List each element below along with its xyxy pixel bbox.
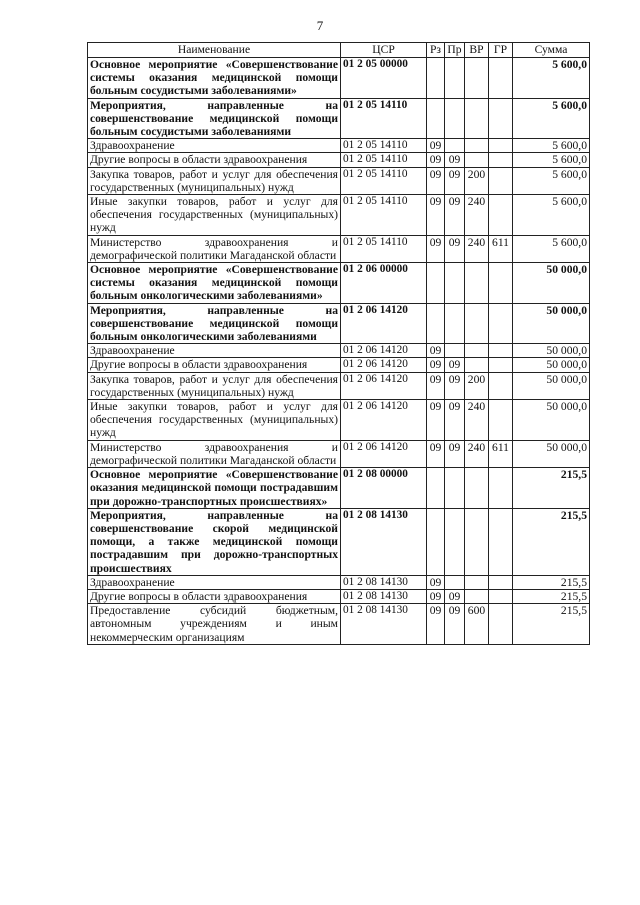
table-row — [88, 98, 590, 139]
table-row — [88, 575, 590, 589]
page-number: 7 — [316, 18, 324, 33]
cell-vr — [465, 153, 489, 167]
cell-pr: 09 — [445, 153, 465, 167]
table-body — [88, 58, 590, 645]
cell-pr — [445, 98, 465, 139]
cell-sum: 50 000,0 — [513, 263, 590, 304]
cell-sum: 5 600,0 — [513, 235, 590, 262]
cell-sum: 215,5 — [513, 575, 590, 589]
cell-csr: 01 2 06 14120 — [341, 440, 427, 467]
cell-rz: 09 — [427, 440, 445, 467]
cell-vr — [465, 589, 489, 603]
cell-vr: 600 — [465, 604, 489, 645]
table-row — [88, 589, 590, 603]
cell-rz — [427, 468, 445, 509]
cell-vr — [465, 139, 489, 153]
cell-vr — [465, 468, 489, 509]
header-name: Наименование — [88, 43, 341, 58]
cell-csr: 01 2 05 14110 — [341, 195, 427, 236]
cell-csr: 01 2 06 14120 — [341, 303, 427, 344]
cell-rz: 09 — [427, 235, 445, 262]
table-row — [88, 195, 590, 236]
cell-csr: 01 2 05 14110 — [341, 167, 427, 194]
cell-csr: 01 2 05 00000 — [341, 58, 427, 99]
cell-pr: 09 — [445, 358, 465, 372]
cell-csr: 01 2 05 14110 — [341, 98, 427, 139]
cell-gr — [489, 263, 513, 304]
cell-rz: 09 — [427, 400, 445, 441]
table-row — [88, 468, 590, 509]
table-row — [88, 604, 590, 645]
cell-name: Основное мероприятие «Совершенствование оказания медицинской помощи пострадавшим при дорожно-транспортных происшествиях» — [88, 468, 341, 509]
cell-sum: 5 600,0 — [513, 167, 590, 194]
cell-pr: 09 — [445, 235, 465, 262]
table-row — [88, 167, 590, 194]
cell-vr: 200 — [465, 167, 489, 194]
cell-sum: 215,5 — [513, 589, 590, 603]
cell-rz — [427, 508, 445, 575]
cell-pr — [445, 468, 465, 509]
table-row — [88, 153, 590, 167]
table-row — [88, 303, 590, 344]
cell-name: Министерство здравоохранения и демографической политики Магаданской области — [88, 440, 341, 467]
table-header-row — [88, 43, 590, 58]
cell-vr — [465, 508, 489, 575]
cell-vr: 200 — [465, 372, 489, 399]
cell-csr: 01 2 06 14120 — [341, 344, 427, 358]
cell-rz: 09 — [427, 153, 445, 167]
cell-sum: 5 600,0 — [513, 58, 590, 99]
cell-vr: 240 — [465, 195, 489, 236]
cell-pr: 09 — [445, 372, 465, 399]
cell-name: Мероприятия, направленные на совершенствование скорой медицинской помощи, а также медицинской помощи пострадавшим при дорожно-транспортных происшествиях — [88, 508, 341, 575]
cell-csr: 01 2 06 00000 — [341, 263, 427, 304]
cell-sum: 50 000,0 — [513, 358, 590, 372]
cell-pr — [445, 575, 465, 589]
cell-vr — [465, 344, 489, 358]
budget-table — [87, 42, 590, 645]
cell-gr — [489, 604, 513, 645]
cell-gr — [489, 139, 513, 153]
cell-csr: 01 2 06 14120 — [341, 372, 427, 399]
cell-pr — [445, 303, 465, 344]
cell-pr: 09 — [445, 440, 465, 467]
cell-vr: 240 — [465, 235, 489, 262]
table-row — [88, 58, 590, 99]
cell-gr — [489, 98, 513, 139]
cell-rz: 09 — [427, 372, 445, 399]
cell-name: Иные закупки товаров, работ и услуг для обеспечения государственных (муниципальных) нужд — [88, 400, 341, 441]
cell-sum: 50 000,0 — [513, 372, 590, 399]
cell-gr — [489, 195, 513, 236]
cell-vr — [465, 575, 489, 589]
table-row — [88, 358, 590, 372]
cell-pr: 09 — [445, 604, 465, 645]
cell-name: Основное мероприятие «Совершенствование системы оказания медицинской помощи больным сосудистыми заболеваниями» — [88, 58, 341, 99]
cell-sum: 5 600,0 — [513, 98, 590, 139]
header-rz: Рз — [427, 43, 445, 58]
header-sum: Сумма — [513, 43, 590, 58]
cell-vr — [465, 98, 489, 139]
cell-name: Основное мероприятие «Совершенствование системы оказания медицинской помощи больным онкологическими заболеваниями» — [88, 263, 341, 304]
cell-vr — [465, 58, 489, 99]
cell-csr: 01 2 08 14130 — [341, 604, 427, 645]
cell-csr: 01 2 05 14110 — [341, 139, 427, 153]
cell-rz — [427, 98, 445, 139]
cell-vr: 240 — [465, 400, 489, 441]
cell-gr: 611 — [489, 440, 513, 467]
table-row — [88, 344, 590, 358]
cell-name: Предоставление субсидий бюджетным, автономным учреждениям и иным некоммерческим организациям — [88, 604, 341, 645]
cell-csr: 01 2 06 14120 — [341, 400, 427, 441]
cell-rz — [427, 58, 445, 99]
cell-sum: 5 600,0 — [513, 195, 590, 236]
cell-pr: 09 — [445, 195, 465, 236]
cell-gr — [489, 358, 513, 372]
cell-rz: 09 — [427, 589, 445, 603]
cell-name: Другие вопросы в области здравоохранения — [88, 358, 341, 372]
cell-rz: 09 — [427, 575, 445, 589]
cell-name: Другие вопросы в области здравоохранения — [88, 589, 341, 603]
table-row — [88, 263, 590, 304]
cell-sum: 215,5 — [513, 468, 590, 509]
cell-pr — [445, 344, 465, 358]
cell-csr: 01 2 08 14130 — [341, 508, 427, 575]
header-gr: ГР — [489, 43, 513, 58]
cell-pr — [445, 263, 465, 304]
cell-name: Мероприятия, направленные на совершенствование медицинской помощи больным онкологическими заболеваниями — [88, 303, 341, 344]
cell-csr: 01 2 05 14110 — [341, 235, 427, 262]
cell-name: Иные закупки товаров, работ и услуг для обеспечения государственных (муниципальных) нужд — [88, 195, 341, 236]
cell-name: Закупка товаров, работ и услуг для обеспечения государственных (муниципальных) нужд — [88, 167, 341, 194]
cell-gr: 611 — [489, 235, 513, 262]
cell-rz: 09 — [427, 195, 445, 236]
cell-gr — [489, 153, 513, 167]
cell-rz — [427, 303, 445, 344]
cell-csr: 01 2 08 00000 — [341, 468, 427, 509]
cell-rz: 09 — [427, 344, 445, 358]
cell-csr: 01 2 08 14130 — [341, 575, 427, 589]
cell-pr — [445, 139, 465, 153]
cell-name: Здравоохранение — [88, 575, 341, 589]
cell-gr — [489, 344, 513, 358]
cell-sum: 50 000,0 — [513, 344, 590, 358]
cell-pr — [445, 58, 465, 99]
cell-name: Мероприятия, направленные на совершенствование медицинской помощи больным сосудистыми заболеваниями — [88, 98, 341, 139]
cell-rz — [427, 263, 445, 304]
cell-gr — [489, 400, 513, 441]
cell-sum: 50 000,0 — [513, 400, 590, 441]
cell-rz: 09 — [427, 167, 445, 194]
header-csr: ЦСР — [341, 43, 427, 58]
cell-csr: 01 2 08 14130 — [341, 589, 427, 603]
header-pr: Пр — [445, 43, 465, 58]
cell-vr — [465, 358, 489, 372]
cell-pr — [445, 508, 465, 575]
cell-name: Другие вопросы в области здравоохранения — [88, 153, 341, 167]
table-row — [88, 139, 590, 153]
cell-gr — [489, 589, 513, 603]
cell-pr: 09 — [445, 589, 465, 603]
cell-sum: 5 600,0 — [513, 153, 590, 167]
cell-name: Министерство здравоохранения и демографической политики Магаданской области — [88, 235, 341, 262]
cell-pr: 09 — [445, 167, 465, 194]
cell-gr — [489, 508, 513, 575]
cell-sum: 50 000,0 — [513, 440, 590, 467]
header-vr: ВР — [465, 43, 489, 58]
cell-vr: 240 — [465, 440, 489, 467]
cell-sum: 215,5 — [513, 508, 590, 575]
cell-vr — [465, 263, 489, 304]
cell-name: Закупка товаров, работ и услуг для обеспечения государственных (муниципальных) нужд — [88, 372, 341, 399]
table-row — [88, 400, 590, 441]
cell-vr — [465, 303, 489, 344]
cell-sum: 50 000,0 — [513, 303, 590, 344]
cell-gr — [489, 468, 513, 509]
cell-gr — [489, 58, 513, 99]
cell-name: Здравоохранение — [88, 344, 341, 358]
cell-gr — [489, 575, 513, 589]
cell-rz: 09 — [427, 139, 445, 153]
table-row — [88, 235, 590, 262]
cell-sum: 215,5 — [513, 604, 590, 645]
cell-csr: 01 2 06 14120 — [341, 358, 427, 372]
cell-name: Здравоохранение — [88, 139, 341, 153]
cell-rz: 09 — [427, 358, 445, 372]
cell-pr: 09 — [445, 400, 465, 441]
cell-gr — [489, 167, 513, 194]
cell-gr — [489, 303, 513, 344]
cell-csr: 01 2 05 14110 — [341, 153, 427, 167]
cell-gr — [489, 372, 513, 399]
cell-sum: 5 600,0 — [513, 139, 590, 153]
table-row — [88, 440, 590, 467]
table-row — [88, 372, 590, 399]
table-row — [88, 508, 590, 575]
cell-rz: 09 — [427, 604, 445, 645]
